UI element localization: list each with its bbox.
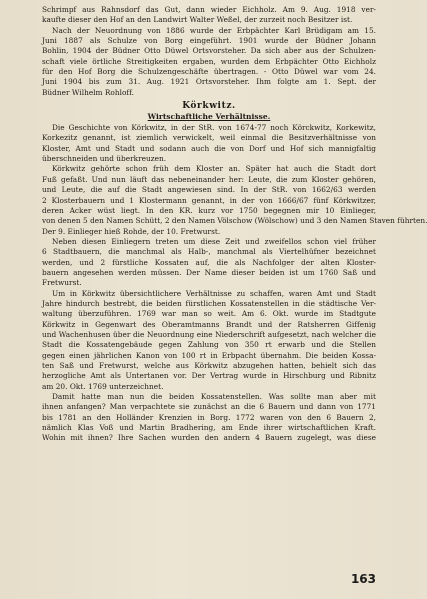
text-line: ihnen anfangen? Man verpachtete sie zunächst an die 6 Bauern und dann von 1771 xyxy=(42,402,376,412)
text-line: herzogliche Amt als Untertanen vor. Der Vertrag wurde in Hirschburg und Ribnitz xyxy=(42,371,376,381)
text-line: Wohin mit ihnen? Ihre Sachen wurden den andern 4 Bauern zugelegt, was diese xyxy=(42,433,376,443)
intro-paragraph-2 xyxy=(42,26,376,98)
text-line: Die Geschichte von Körkwitz, in der StR. von 1674-77 noch Körckwitz, Korkewitz, xyxy=(52,123,376,133)
text-line: Nach der Neuordnung von 1886 wurde der Erbpächter Karl Brüdigam am 15. xyxy=(52,25,376,35)
text-line: von denen 5 den Namen Schütt, 2 den Namen Völschow (Wölschow) und 3 den Namen Staven führten. xyxy=(42,216,427,226)
body-paragraph xyxy=(42,289,376,392)
text-line: Bohlin, 1904 der Büdner Otto Düwel Ortsvorsteher. Da sich aber aus der Schulzen- xyxy=(42,46,376,56)
text-line: Körkwitz in Gegenwart des Oberamtmanns Brandt und der Ratsherren Giffenig xyxy=(42,319,376,329)
text-line: gegen einen jährlichen Kanon von 100 rt in Erbpacht übernahm. Die beiden Kossa- xyxy=(42,350,376,360)
text-line: schaft viele örtliche Streitigkeiten ergaben, wurden dem Erbpächter Otto Eichholz xyxy=(42,56,376,66)
text-line: kaufte dieser den Hof an den Landwirt Walter Weßel, der zurzeit noch Besitzer ist. xyxy=(42,15,353,25)
text-line: waltung überzuführen. 1769 war man so weit. Am 6. Okt. wurde im Stadtgute xyxy=(42,309,376,319)
text-line: und Wachenhusen über die Neuordnung eine Niederschrift aufgesetzt, nach welcher die xyxy=(42,329,376,339)
intro-paragraph-1 xyxy=(42,5,376,26)
text-line: nämlich Klas Voß und Martin Bradhering, am Ende ihrer wirtschaftlichen Kraft. xyxy=(42,423,376,433)
text-line: Der 9. Einlieger hieß Rohde, der 10. Fretwurst. xyxy=(42,226,221,236)
text-line: Kloster, Amt und Stadt und sodann auch die von Dorf und Hof sich mannigfaltig xyxy=(42,143,376,153)
text-line: und Leute, die auf die Stadt angewiesen sind. In der StR. von 1662/63 werden xyxy=(42,185,376,195)
page-number: 163 xyxy=(350,572,376,586)
body-paragraph xyxy=(42,164,427,236)
text-line: Jahre hindurch bestrebt, die beiden fürstlichen Kossatenstellen in die städtische Ver- xyxy=(42,298,376,308)
text-line: bauern angesehen werden müssen. Der Name dieser beiden ist um 1760 Saß und xyxy=(42,267,376,277)
text-line: Schrimpf aus Rahnsdorf das Gut, dann wieder Eichholz. Am 9. Aug. 1918 ver- xyxy=(42,5,376,14)
body-paragraph xyxy=(42,237,376,289)
text-line: 2 Klosterbauern und 1 Klostermann genannt, in der von 1666/67 fünf Körkwitzer, xyxy=(42,195,376,205)
text-line: Fuß gefaßt. Und nun läuft das nebeneinander her: Leute, die zum Kloster gehören, xyxy=(42,174,376,184)
text-line: deren Acker wüst liegt. In den KR. kurz vor 1750 begegnen mir 10 Einlieger, xyxy=(42,205,376,215)
text-line: Um in Körkwitz übersichtlichere Verhältnisse zu schaffen, waren Amt und Stadt xyxy=(52,288,376,298)
text-line: Juni 1904 bis zum 31. Aug. 1921 Ortsvorsteher. Ihm folgte am 1. Sept. der xyxy=(42,77,376,87)
text-line: am 20. Okt. 1769 unterzeichnet. xyxy=(42,381,164,391)
section-subheading: Wirtschaftliche Verhältnisse. xyxy=(147,112,271,122)
text-line: für den Hof Borg die Schulzengeschäfte übertragen. - Otto Düwel war vom 24. xyxy=(42,67,376,77)
text-line: Korkezitz genannt, ist ziemlich verwickelt, weil einmal die Besitzverhältnisse von xyxy=(42,133,376,143)
text-line: Büdner Wilhelm Rohloff. xyxy=(42,87,135,97)
text-line: werden, und 2 fürstliche Kossaten auf, die als Nachfolger der alten Kloster- xyxy=(42,257,376,267)
body-paragraph xyxy=(42,392,376,444)
section-heading: Körkwitz. xyxy=(182,101,236,112)
text-line: bis 1781 an den Holländer Krenzien in Borg. 1772 waren von den 6 Bauern 2, xyxy=(42,412,376,422)
page-body xyxy=(42,5,427,444)
text-line: Fretwurst. xyxy=(42,278,82,288)
text-line: Stadt die Kossatengebäude gegen Zahlung von 350 rt erwarb und die Stellen xyxy=(42,340,376,350)
text-line: Neben diesen Einliegern treten um diese Zeit und zweifellos schon viel früher xyxy=(52,236,376,246)
text-line: 6 Stadtbauern, die manchmal als Halb-, manchmal als Viertelhüfner bezeichnet xyxy=(42,247,376,257)
text-line: Körkwitz gehörte schon früh dem Kloster an. Später hat auch die Stadt dort xyxy=(52,164,376,174)
text-line: Juni 1887 als Schulze von Borg eingeführt. 1901 wurde der Büdner Johann xyxy=(42,36,376,46)
text-line: Damit hatte man nun die beiden Kossatenstellen. Was sollte man aber mit xyxy=(52,392,376,402)
text-line: überschneiden und überkreuzen. xyxy=(42,154,167,164)
text-line: ten Saß und Fretwurst, welche aus Körkwitz abzugehen hatten, behielt sich das xyxy=(42,361,376,370)
body-paragraph xyxy=(42,123,376,164)
